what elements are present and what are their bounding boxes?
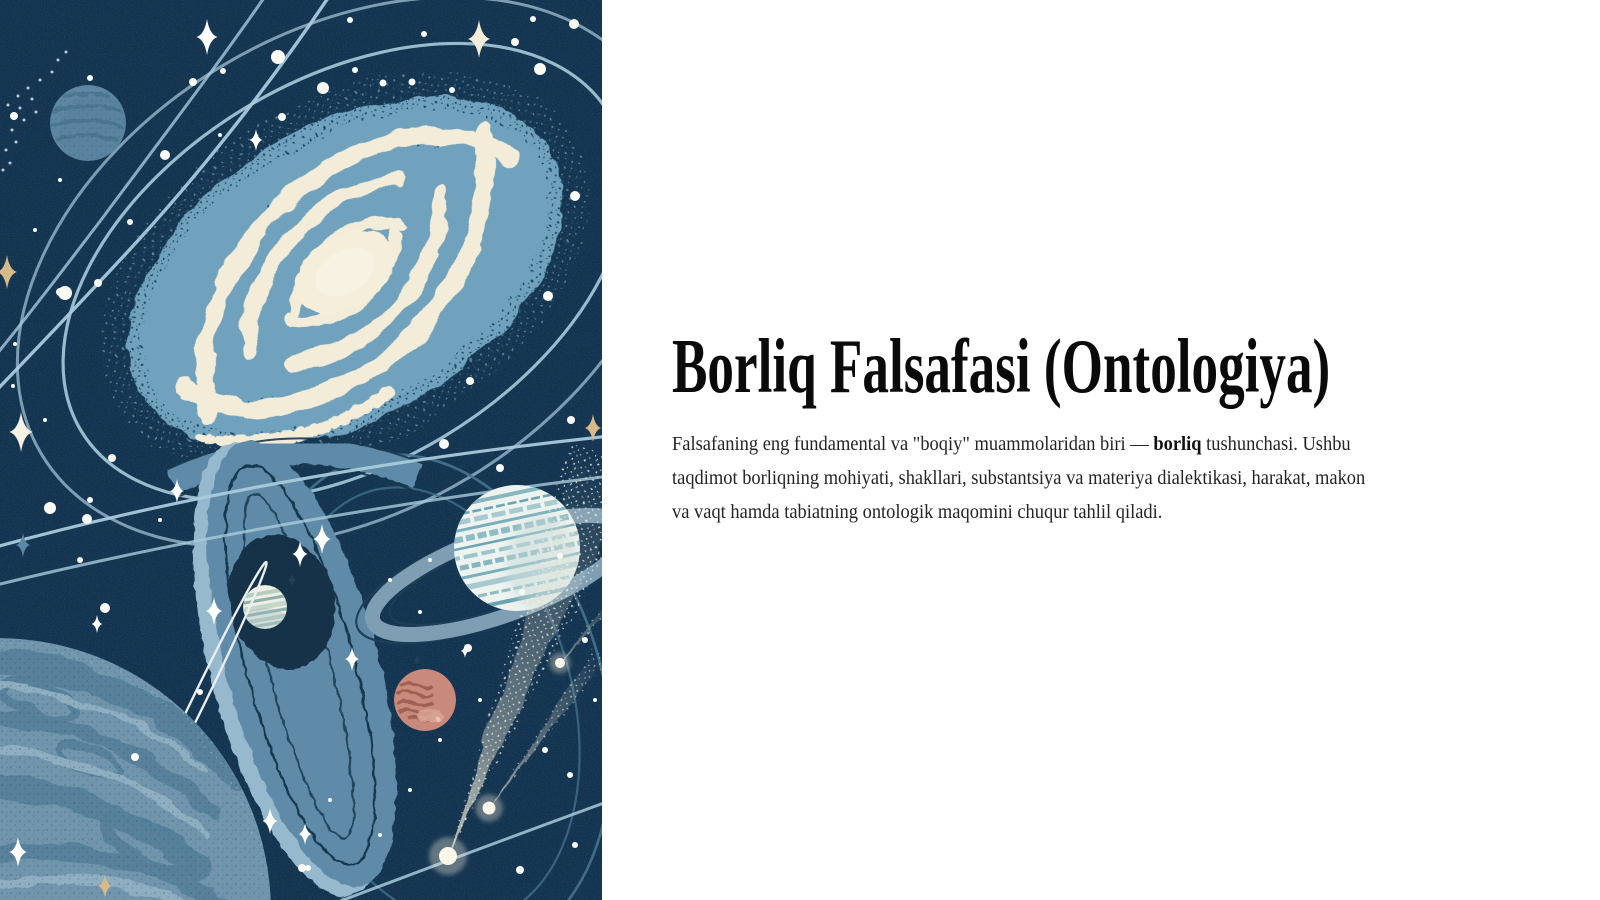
star-dot <box>278 113 286 121</box>
star-dot <box>328 798 332 802</box>
paragraph-line-1 <box>672 427 1365 461</box>
star-dot <box>421 31 427 37</box>
star-dot <box>478 698 482 702</box>
content-panel <box>602 0 1600 900</box>
dust-dot <box>27 87 30 90</box>
star-dot <box>347 17 353 23</box>
dust-dot <box>11 129 14 132</box>
dust-dot <box>31 98 34 101</box>
star-dot <box>496 464 504 472</box>
star-dot <box>380 80 387 87</box>
star-dot <box>127 219 133 225</box>
space-illustration <box>0 0 602 900</box>
slide-title: Borliq Falsafasi (Ontologiya) <box>672 323 1331 409</box>
star-dot <box>305 865 311 871</box>
star-dot <box>542 747 548 753</box>
star-dot <box>418 610 422 614</box>
star-dot <box>557 553 563 559</box>
dust-dot <box>35 111 38 114</box>
star-dot <box>428 558 432 562</box>
star-dot <box>189 78 197 86</box>
bold-term: borliq <box>1153 433 1202 455</box>
star-dot <box>82 514 92 524</box>
star-dot <box>449 87 455 93</box>
star-dot <box>56 288 64 296</box>
star-dot <box>77 557 83 563</box>
dust-dot <box>39 79 42 82</box>
star-dot <box>569 19 579 29</box>
star-dot <box>87 75 93 81</box>
star-dot <box>317 82 329 94</box>
star-dot <box>593 698 597 702</box>
star-dot <box>220 68 226 74</box>
star-dot <box>352 67 358 73</box>
dust-dot <box>15 141 18 144</box>
star-dot <box>43 418 47 422</box>
star-dot <box>572 842 578 848</box>
star-dot <box>44 502 56 514</box>
star-dot <box>570 191 580 201</box>
star-dot <box>567 416 575 424</box>
star-dot <box>388 578 392 582</box>
star-dot <box>543 291 553 301</box>
star-dot <box>197 689 203 695</box>
star-dot <box>160 150 170 160</box>
star-dot <box>567 772 573 778</box>
star-dot <box>378 833 382 837</box>
slide-paragraph <box>672 427 1442 529</box>
star-dot <box>218 133 222 137</box>
star-dot <box>100 603 110 613</box>
star-dot <box>511 38 519 46</box>
star-dot <box>582 637 588 643</box>
star-dot <box>271 50 285 64</box>
star-dot <box>516 866 524 874</box>
dust-dot <box>5 149 8 152</box>
star-dot <box>408 788 412 792</box>
star-dot <box>87 497 93 503</box>
dust-dot <box>51 71 54 74</box>
star-dot <box>466 377 474 385</box>
terracotta-planet <box>394 669 456 731</box>
star-dot <box>519 589 525 595</box>
dust-dot <box>17 95 20 98</box>
star-dot <box>94 279 102 287</box>
star-dot <box>439 439 449 449</box>
paragraph-text: Falsafaning eng fundamental va "boqiy" muammolaridan biri — <box>672 433 1154 455</box>
star-dot <box>131 753 139 761</box>
star-dot <box>530 16 536 22</box>
illustration-panel <box>0 0 602 900</box>
star-dot <box>11 384 15 388</box>
dust-dot <box>7 104 10 107</box>
star-dot <box>108 454 116 462</box>
dust-dot <box>2 169 5 172</box>
paragraph-line-3: va vaqt hamda tabiatning ontologik maqomini chuqur tahlil qiladi. <box>672 501 1163 523</box>
star-dot <box>534 63 546 75</box>
dust-dot <box>65 51 68 54</box>
dust-dot <box>23 119 26 122</box>
star-dot <box>13 342 17 346</box>
star-dot <box>10 112 18 120</box>
star-dot <box>298 864 306 872</box>
dust-dot <box>57 59 60 62</box>
paragraph-text: tushunchasi. Ushbu <box>1201 433 1351 455</box>
star-dot <box>158 518 162 522</box>
paragraph-line-2: taqdimot borliqning mohiyati, shakllari, substantsiya va materiya dialektikasi, harakat, makon <box>672 467 1366 489</box>
dust-dot <box>9 162 12 165</box>
star-dot <box>409 79 416 86</box>
star-dot <box>58 178 62 182</box>
star-dot <box>33 228 37 232</box>
star-dot <box>438 738 442 742</box>
dust-dot <box>19 107 22 110</box>
